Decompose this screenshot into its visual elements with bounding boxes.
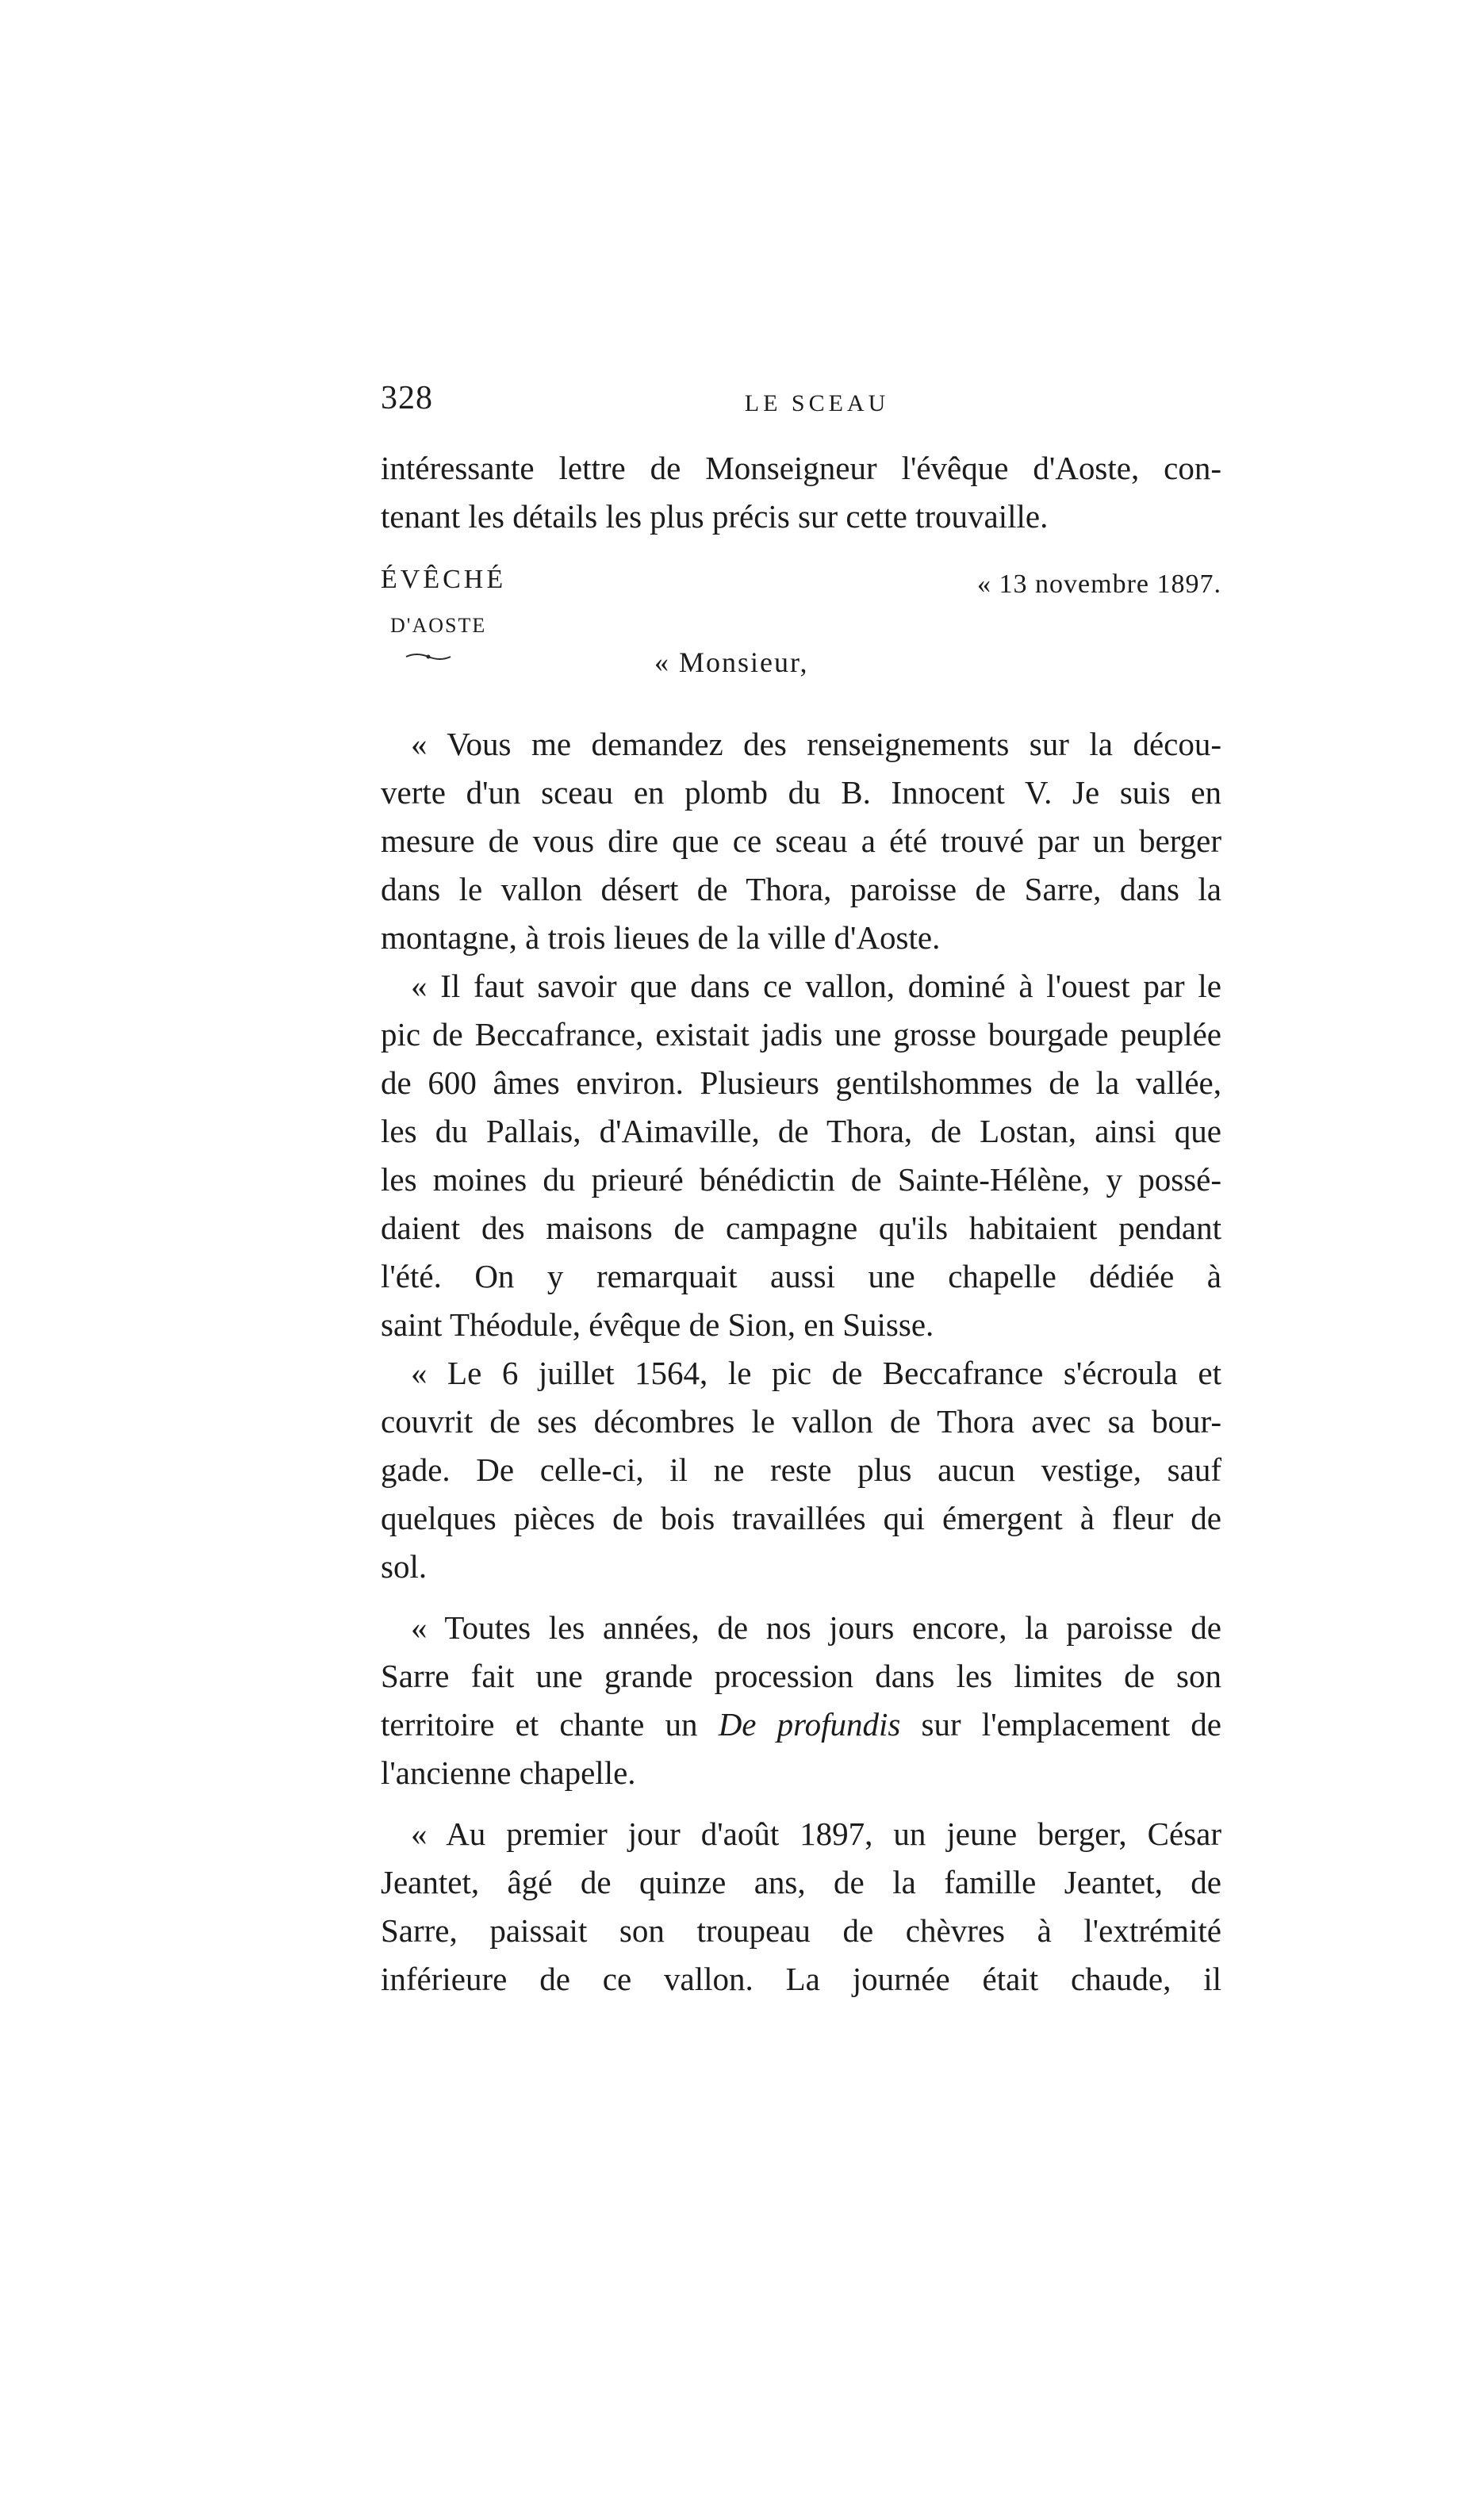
text-line: les moines du prieuré bénédictin de Sainte-Hélène, y possé- [381, 1161, 1221, 1198]
running-title: LE SCEAU [744, 390, 890, 416]
ornament-flourish [405, 652, 452, 661]
text-line: l'été. On y remarquait aussi une chapelle dédiée à [381, 1258, 1221, 1294]
paragraph-request [381, 720, 1221, 962]
text-line: tenant les détails les plus précis sur cette trouvaille. [381, 498, 1049, 535]
text-line: saint Théodule, évêque de Sion, en Suisse. [381, 1306, 934, 1343]
sender-bishopric: ÉVÊCHÉ [381, 565, 507, 594]
letter-salutation: « Monsieur, [654, 646, 809, 678]
sender-location: D'AOSTE [390, 614, 487, 637]
text-line: « Le 6 juillet 1564, le pic de Beccafrance s'écroula et [411, 1355, 1221, 1391]
text-line: les du Pallais, d'Aimaville, de Thora, de Lostan, ainsi que [381, 1113, 1221, 1149]
letter-heading [381, 565, 1221, 692]
text-line: verte d'un sceau en plomb du B. Innocent V. Je suis en [381, 774, 1221, 811]
intro-paragraph [381, 444, 1221, 541]
letter-body [381, 720, 1221, 2003]
paragraph-discovery [381, 1810, 1221, 2003]
text-line: couvrit de ses décombres le vallon de Thora avec sa bour- [381, 1403, 1221, 1440]
text-line: inférieure de ce vallon. La journée était chaude, il [381, 1961, 1221, 1997]
text-line: mesure de vous dire que ce sceau a été trouvé par un berger [381, 822, 1221, 859]
text-segment: sur l'emplacement de [900, 1706, 1221, 1743]
text-line: Sarre fait une grande procession dans les limites de son [381, 1658, 1221, 1694]
text-line: intéressante lettre de Monseigneur l'évêque d'Aoste, con- [381, 450, 1221, 486]
page-header [381, 379, 1221, 427]
letter-date: « 13 novembre 1897. [977, 569, 1221, 599]
text-line: « Toutes les années, de nos jours encore, la paroisse de [411, 1609, 1221, 1646]
text-line: « Il faut savoir que dans ce vallon, dominé à l'ouest par le [411, 968, 1221, 1004]
paragraph-collapse [381, 1349, 1221, 1591]
page-number: 328 [381, 380, 433, 416]
text-segment: territoire et chante un [381, 1706, 719, 1743]
text-line: daient des maisons de campagne qu'ils habitaient pendant [381, 1210, 1221, 1246]
text-line: l'ancienne chapelle. [381, 1754, 636, 1791]
paragraph-procession [381, 1604, 1221, 1797]
text-line: dans le vallon désert de Thora, paroisse de Sarre, dans la [381, 871, 1221, 907]
text-line: gade. De celle-ci, il ne reste plus aucun vestige, sauf [381, 1451, 1221, 1488]
text-line: montagne, à trois lieues de la ville d'Aoste. [381, 919, 941, 956]
text-line [381, 1701, 1221, 1749]
text-line: « Vous me demandez des renseignements sur la décou- [411, 726, 1221, 762]
text-line: pic de Beccafrance, existait jadis une grosse bourgade peuplée [381, 1016, 1221, 1053]
text-line: de 600 âmes environ. Plusieurs gentilshommes de la vallée, [381, 1064, 1221, 1101]
paragraph-valley-history [381, 962, 1221, 1349]
text-line: Jeantet, âgé de quinze ans, de la famille Jeantet, de [381, 1864, 1221, 1900]
text-line: « Au premier jour d'août 1897, un jeune berger, César [411, 1816, 1221, 1852]
text-line: quelques pièces de bois travaillées qui émergent à fleur de [381, 1500, 1221, 1536]
text-line: Sarre, paissait son troupeau de chèvres à l'extrémité [381, 1912, 1221, 1949]
text-line: sol. [381, 1548, 428, 1585]
latin-phrase: De profundis [718, 1706, 901, 1743]
